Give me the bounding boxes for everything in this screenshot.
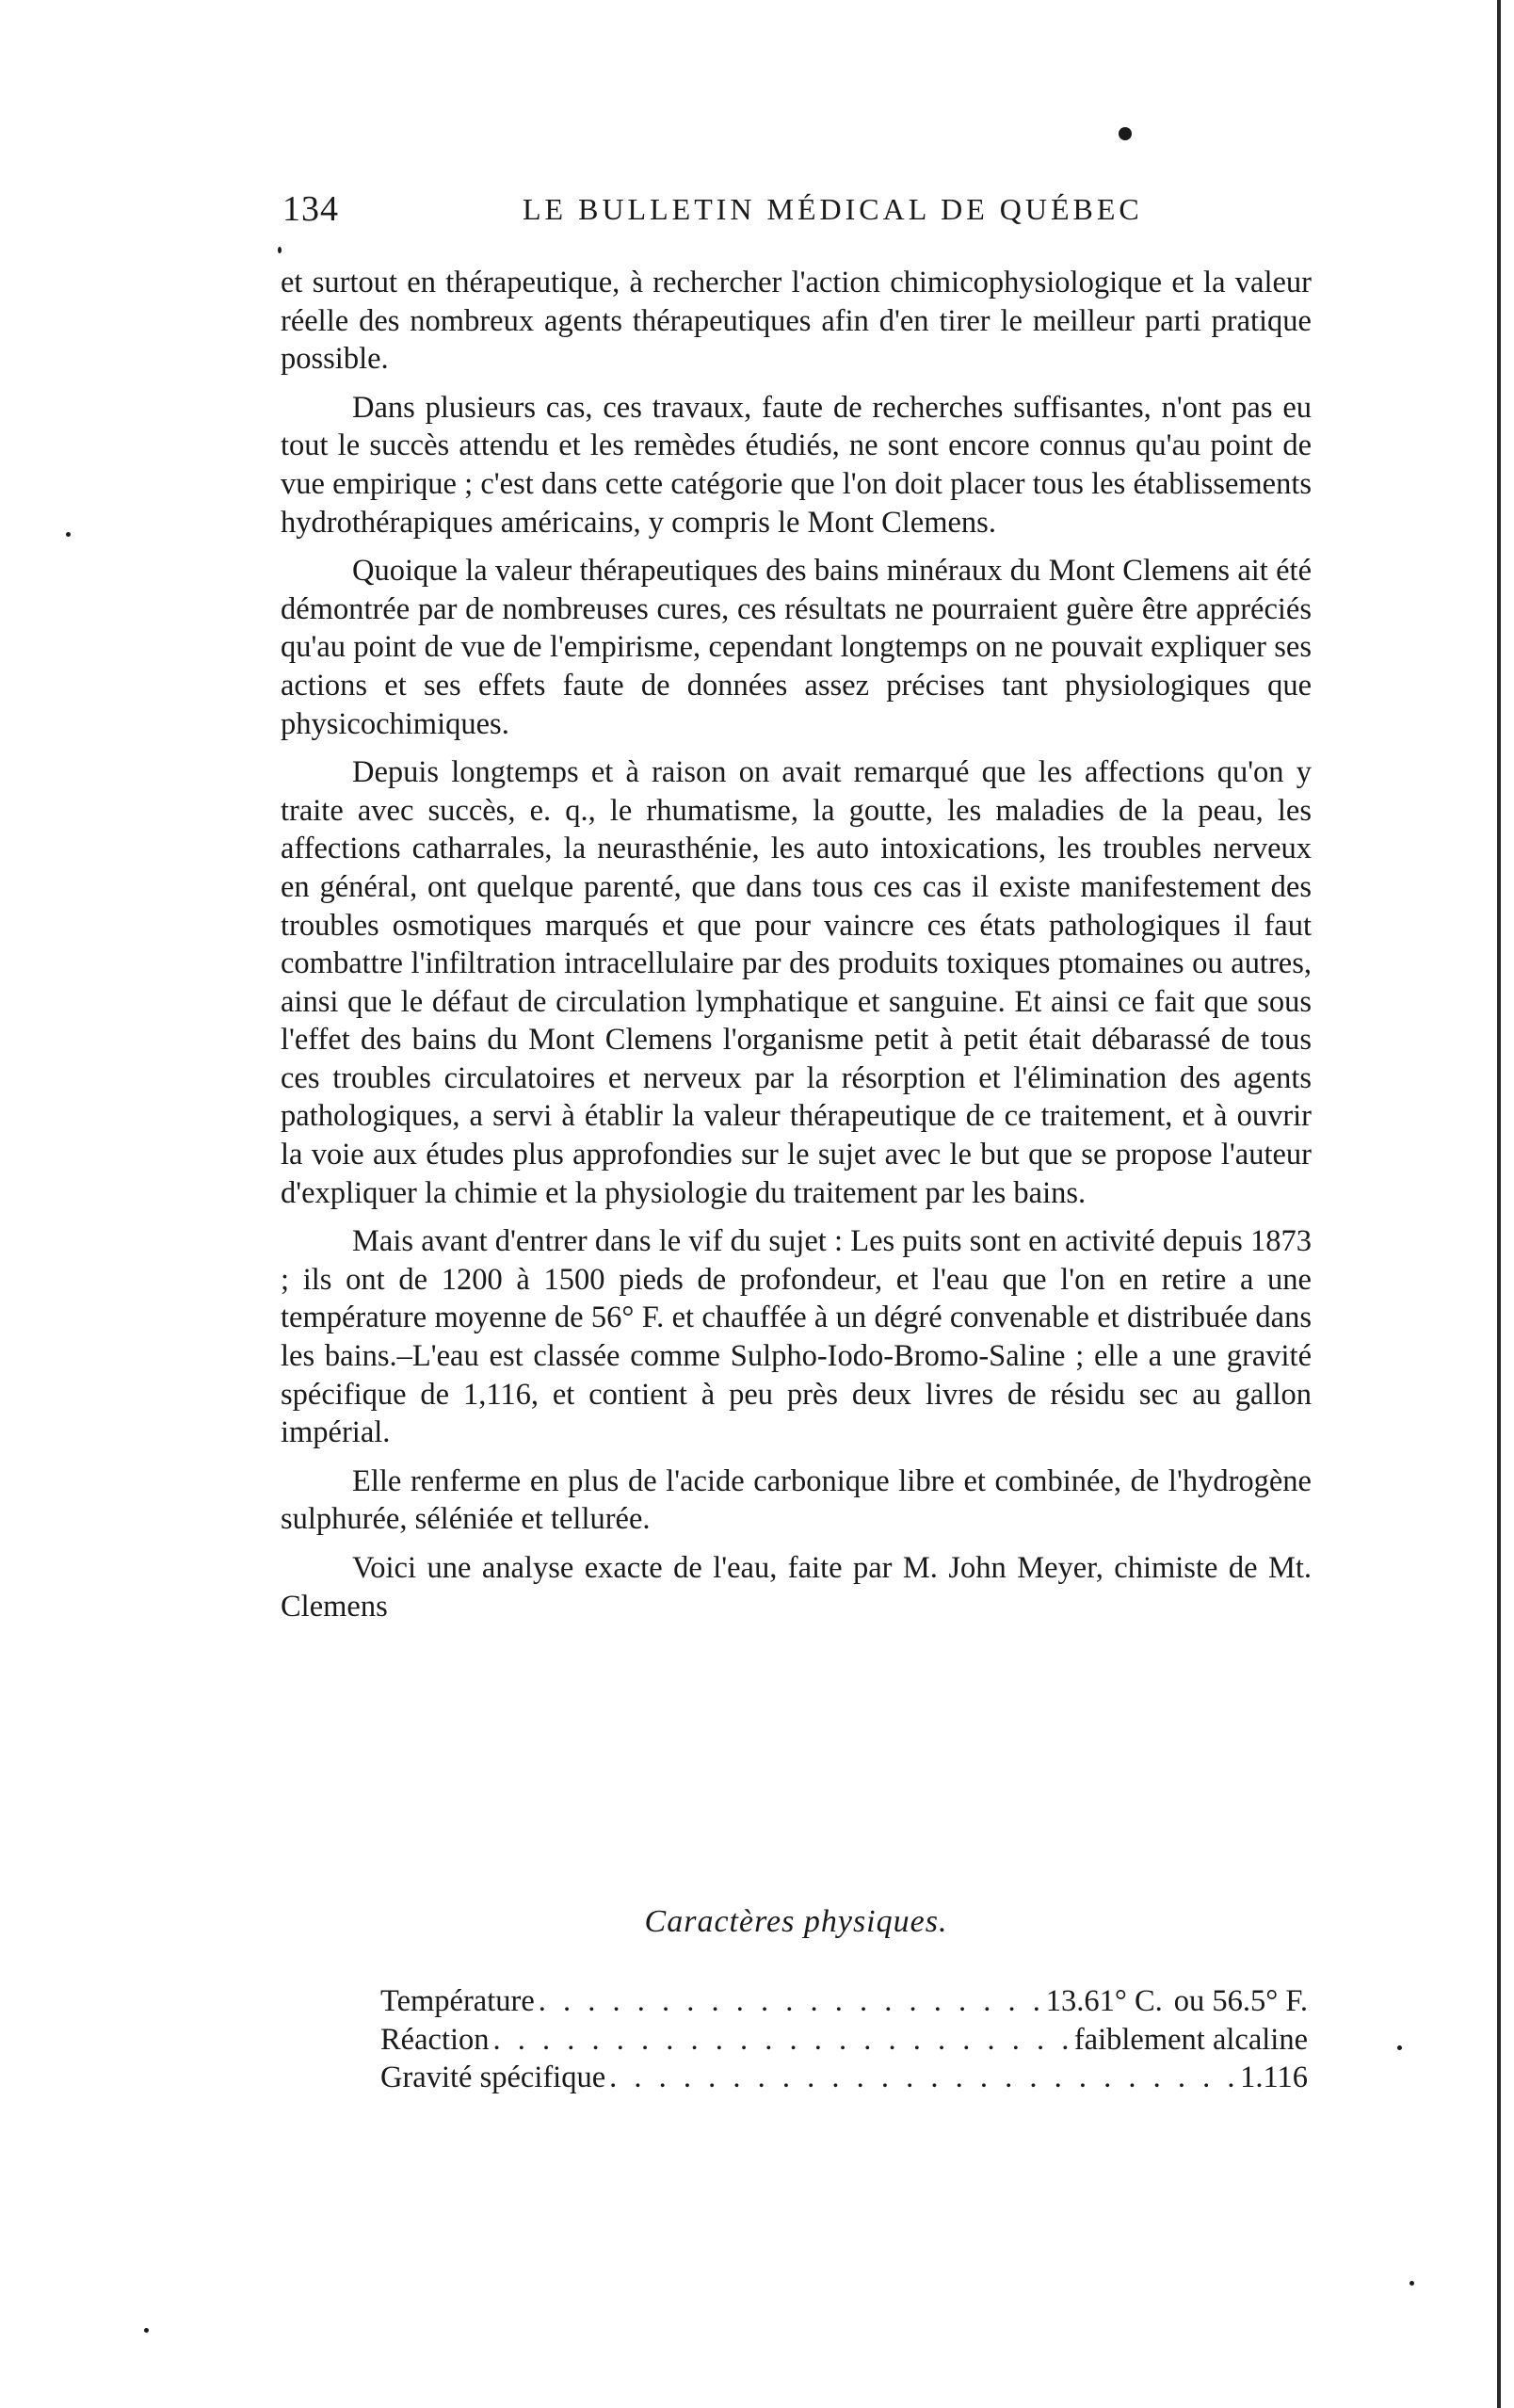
property-label: Gravité spécifique <box>380 2061 606 2095</box>
ink-speck <box>1397 2045 1402 2050</box>
property-value: 13.61° C. <box>1045 1984 1163 2018</box>
ink-speck <box>278 247 282 253</box>
ink-speck <box>1119 127 1132 140</box>
running-title: LE BULLETIN MÉDICAL DE QUÉBEC <box>523 192 1143 226</box>
property-value: faiblement alcaline <box>1073 2022 1308 2057</box>
body-text <box>281 264 1312 1636</box>
ink-speck <box>1409 2281 1414 2286</box>
property-unit: ou 56.5° F. <box>1173 1984 1308 2018</box>
ink-speck <box>144 2328 149 2333</box>
paragraph: Quoique la valeur thérapeutiques des bains minéraux du Mont Clemens ait été démontrée par de nombreuses cures, ces résultats ne pourraient guère être appréciés qu'au point de vue de l'empirisme, cependant longtemps on ne pouvait expliquer ses actions et ses effets faute de données assez précises tant physiologiques que physicochimiques. <box>281 554 1312 741</box>
property-row <box>380 2059 1308 2097</box>
property-row <box>380 2021 1308 2060</box>
paragraph: Voici une analyse exacte de l'eau, faite par M. John Meyer, chimiste de Mt. Clemens <box>281 1551 1312 1624</box>
property-value: 1.116 <box>1240 2061 1308 2095</box>
paragraph: Mais avant d'entrer dans le vif du sujet : Les puits sont en activité depuis 1873 ; ils ont de 1200 à 1500 pieds de profondeur, et l'eau que l'on en retire a une température moyenne de 56° F. et chauffée à un dégré convenable et distribuée dans les bains.–L'eau est classée comme Sulpho-Iodo-Bromo-Saline ; elle a une gravité spécifique de 1,116, et contient à peu près deux livres de résidu sec au gallon impérial. <box>281 1224 1312 1450</box>
page-number: 134 <box>282 189 339 229</box>
page-header <box>282 188 1299 235</box>
paragraph: Dans plusieurs cas, ces travaux, faute de recherches suffisantes, n'ont pas eu tout le succès attendu et les remèdes étudiés, ne sont encore connus qu'au point de vue empirique ; c'est dans cette catégorie que l'on doit placer tous les établissements hydrothérapiques américains, y compris le Mont Clemens. <box>281 390 1312 540</box>
dot-leader <box>539 1982 1042 2021</box>
ink-speck <box>66 532 71 537</box>
physical-properties-table <box>380 1982 1308 2097</box>
dot-leader <box>609 2059 1236 2097</box>
paragraph: et surtout en thérapeutique, à rechercher l'action chimicophysiologique et la valeur réelle des nombreux agents thérapeutiques afin d'en tirer le meilleur parti pratique possible. <box>281 266 1312 377</box>
section-heading: Caractères physiques. <box>644 1904 948 1939</box>
property-label: Réaction <box>380 2022 490 2057</box>
paragraph: Depuis longtemps et à raison on avait remarqué que les affections qu'on y traite avec succès, e. q., le rhumatisme, la goutte, les maladies de la peau, les affections catharrales, la neurasthénie, les auto intoxications, les troubles nerveux en général, ont quelque parenté, que dans tous ces cas il existe manifestement des troubles osmotiques marqués et que pour vaincre ces états pathologiques il faut combattre l'infiltration intracellulaire par des produits toxiques ptomaines ou autres, ainsi que le défaut de circulation lymphatique et sanguine. Et ainsi ce fait que sous l'effet des bains du Mont Clemens l'organisme petit à petit était débarassé de tous ces troubles circulatoires et nerveux par la résorption et l'élimination des agents pathologiques, a servi à établir la valeur thérapeutique de ce traitement, et à ouvrir la voie aux études plus approfondies sur le sujet avec le but que se propose l'auteur d'expliquer la chimie et la physiologie du traitement par les bains. <box>281 755 1312 1210</box>
scan-border-line <box>1497 0 1501 2408</box>
dot-leader <box>493 2021 1071 2060</box>
property-label: Température <box>380 1984 535 2018</box>
property-row <box>380 1982 1308 2021</box>
paragraph: Elle renferme en plus de l'acide carbonique libre et combinée, de l'hydrogène sulphurée, séléniée et tellurée. <box>281 1463 1312 1537</box>
